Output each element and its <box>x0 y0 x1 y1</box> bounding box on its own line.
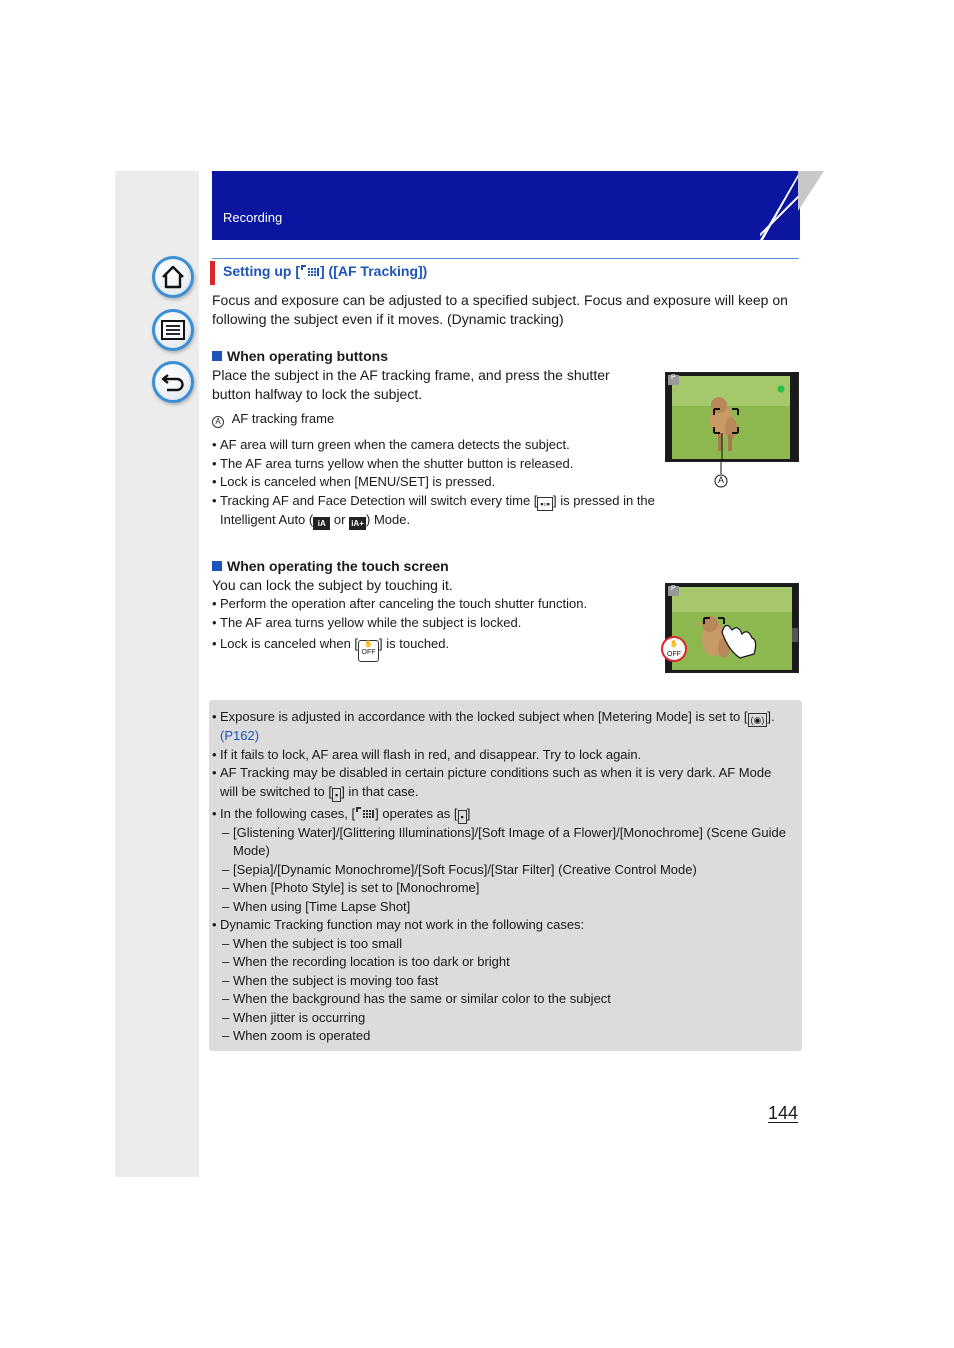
touch-bullets <box>212 595 662 662</box>
notes-panel <box>209 700 802 1051</box>
touch-heading: When operating the touch screen <box>212 558 449 574</box>
header-corner-graphic <box>760 171 800 240</box>
back-arrow-icon <box>160 369 186 395</box>
list-item: – When the subject is moving too fast <box>212 972 792 991</box>
heading-square <box>212 561 222 571</box>
list-item: – When the background has the same or similar color to the subject <box>212 990 792 1009</box>
buttons-text: Place the subject in the AF tracking frame, and press the shutter button halfway to lock the subject. <box>212 367 610 402</box>
home-button[interactable] <box>152 256 194 298</box>
one-area-af-icon: ▪ <box>332 788 341 802</box>
list-item: – When [Photo Style] is set to [Monochrome] <box>212 879 792 898</box>
list-item: – When the recording location is too dark or bright <box>212 953 792 972</box>
list-item: – When using [Time Lapse Shot] <box>212 898 792 917</box>
callout-label: AF tracking frame <box>231 411 335 426</box>
photo-mode-label: P <box>671 374 676 381</box>
page-link[interactable]: (P162) <box>220 728 260 743</box>
af-mode-button-icon: ▪▫▪ <box>537 497 553 511</box>
intro-text: Focus and exposure can be adjusted to a specified subject. Focus and exposure will keep on following the subject even if it moves. (Dynamic tracking) <box>212 292 788 327</box>
list-item: • The AF area turns yellow when the shutter button is released. <box>212 455 662 474</box>
callout-pointer-label: A <box>718 475 725 485</box>
callout-marker: A <box>212 416 224 428</box>
back-button[interactable] <box>152 361 194 403</box>
list-item: • Lock is canceled when [ ✋ OFF] is touched. <box>212 635 662 662</box>
intelligent-auto-plus-icon: iA+ <box>349 517 366 530</box>
list-item: – [Sepia]/[Dynamic Monochrome]/[Soft Focus]/[Star Filter] (Creative Control Mode) <box>212 861 792 880</box>
home-icon <box>160 264 186 290</box>
section-title: Setting up [ ] ([AF Tracking]) <box>210 261 427 285</box>
af-tracking-icon <box>355 806 375 820</box>
callout-legend <box>212 410 334 429</box>
photo-mode-label: P <box>671 585 676 592</box>
touch-af-off-icon: ✋ OFF <box>358 640 379 662</box>
list-item: • Dynamic Tracking function may not work in the following cases: <box>212 916 792 935</box>
af-tracking-icon <box>300 264 320 278</box>
intelligent-auto-icon: iA <box>313 517 330 530</box>
list-item: • AF area will turn green when the camera detects the subject. <box>212 436 662 455</box>
buttons-heading: When operating buttons <box>212 348 388 364</box>
list-item: • In the following cases, [ ] operates as [ ▪ ] <box>212 805 792 824</box>
page-number: 144 <box>768 1103 799 1123</box>
touch-af-off-icon[interactable]: ✋ OFF <box>661 636 687 662</box>
list-item: – When jitter is occurring <box>212 1009 792 1028</box>
list-item: – When zoom is operated <box>212 1027 792 1046</box>
list-item: • The AF area turns yellow while the subject is locked. <box>212 614 662 633</box>
list-item: – [Glistening Water]/[Glittering Illuminations]/[Soft Image of a Flower]/[Monochrome] (Scene Guide Mode) <box>212 824 792 861</box>
heading-square <box>212 351 222 361</box>
metering-mode-icon: (◉) <box>748 713 768 727</box>
list-item: • If it fails to lock, AF area will flash in red, and disappear. Try to lock again. <box>212 746 792 765</box>
buttons-bullets <box>212 436 662 530</box>
af-tracking-photo <box>665 372 799 462</box>
header-tab-graphic <box>798 171 824 231</box>
menu-list-icon <box>160 317 186 343</box>
menu-button[interactable] <box>152 309 194 351</box>
touch-screen-photo <box>665 583 799 673</box>
touch-text: You can lock the subject by touching it. <box>212 577 453 593</box>
list-item: • Perform the operation after canceling the touch shutter function. <box>212 595 662 614</box>
notes-list <box>212 708 792 1046</box>
list-item: • Exposure is adjusted in accordance with the locked subject when [Metering Mode] is set to [ (◉) ]. (P162) <box>212 708 792 746</box>
chapter-header <box>212 171 800 240</box>
list-item: • Lock is canceled when [MENU/SET] is pressed. <box>212 473 662 492</box>
list-item: • Tracking AF and Face Detection will switch every time [ ▪▫▪ ] is pressed in the Intelligent Auto ( iA or iA+ ) Mode. <box>212 492 662 530</box>
one-area-af-icon: ▪ <box>458 810 467 824</box>
list-item: – When the subject is too small <box>212 935 792 954</box>
list-item: • AF Tracking may be disabled in certain picture conditions such as when it is very dark. AF Mode will be switched to [ ▪ ] in that case. <box>212 764 792 802</box>
breadcrumb: Recording <box>223 210 283 225</box>
section-rule <box>212 258 799 259</box>
